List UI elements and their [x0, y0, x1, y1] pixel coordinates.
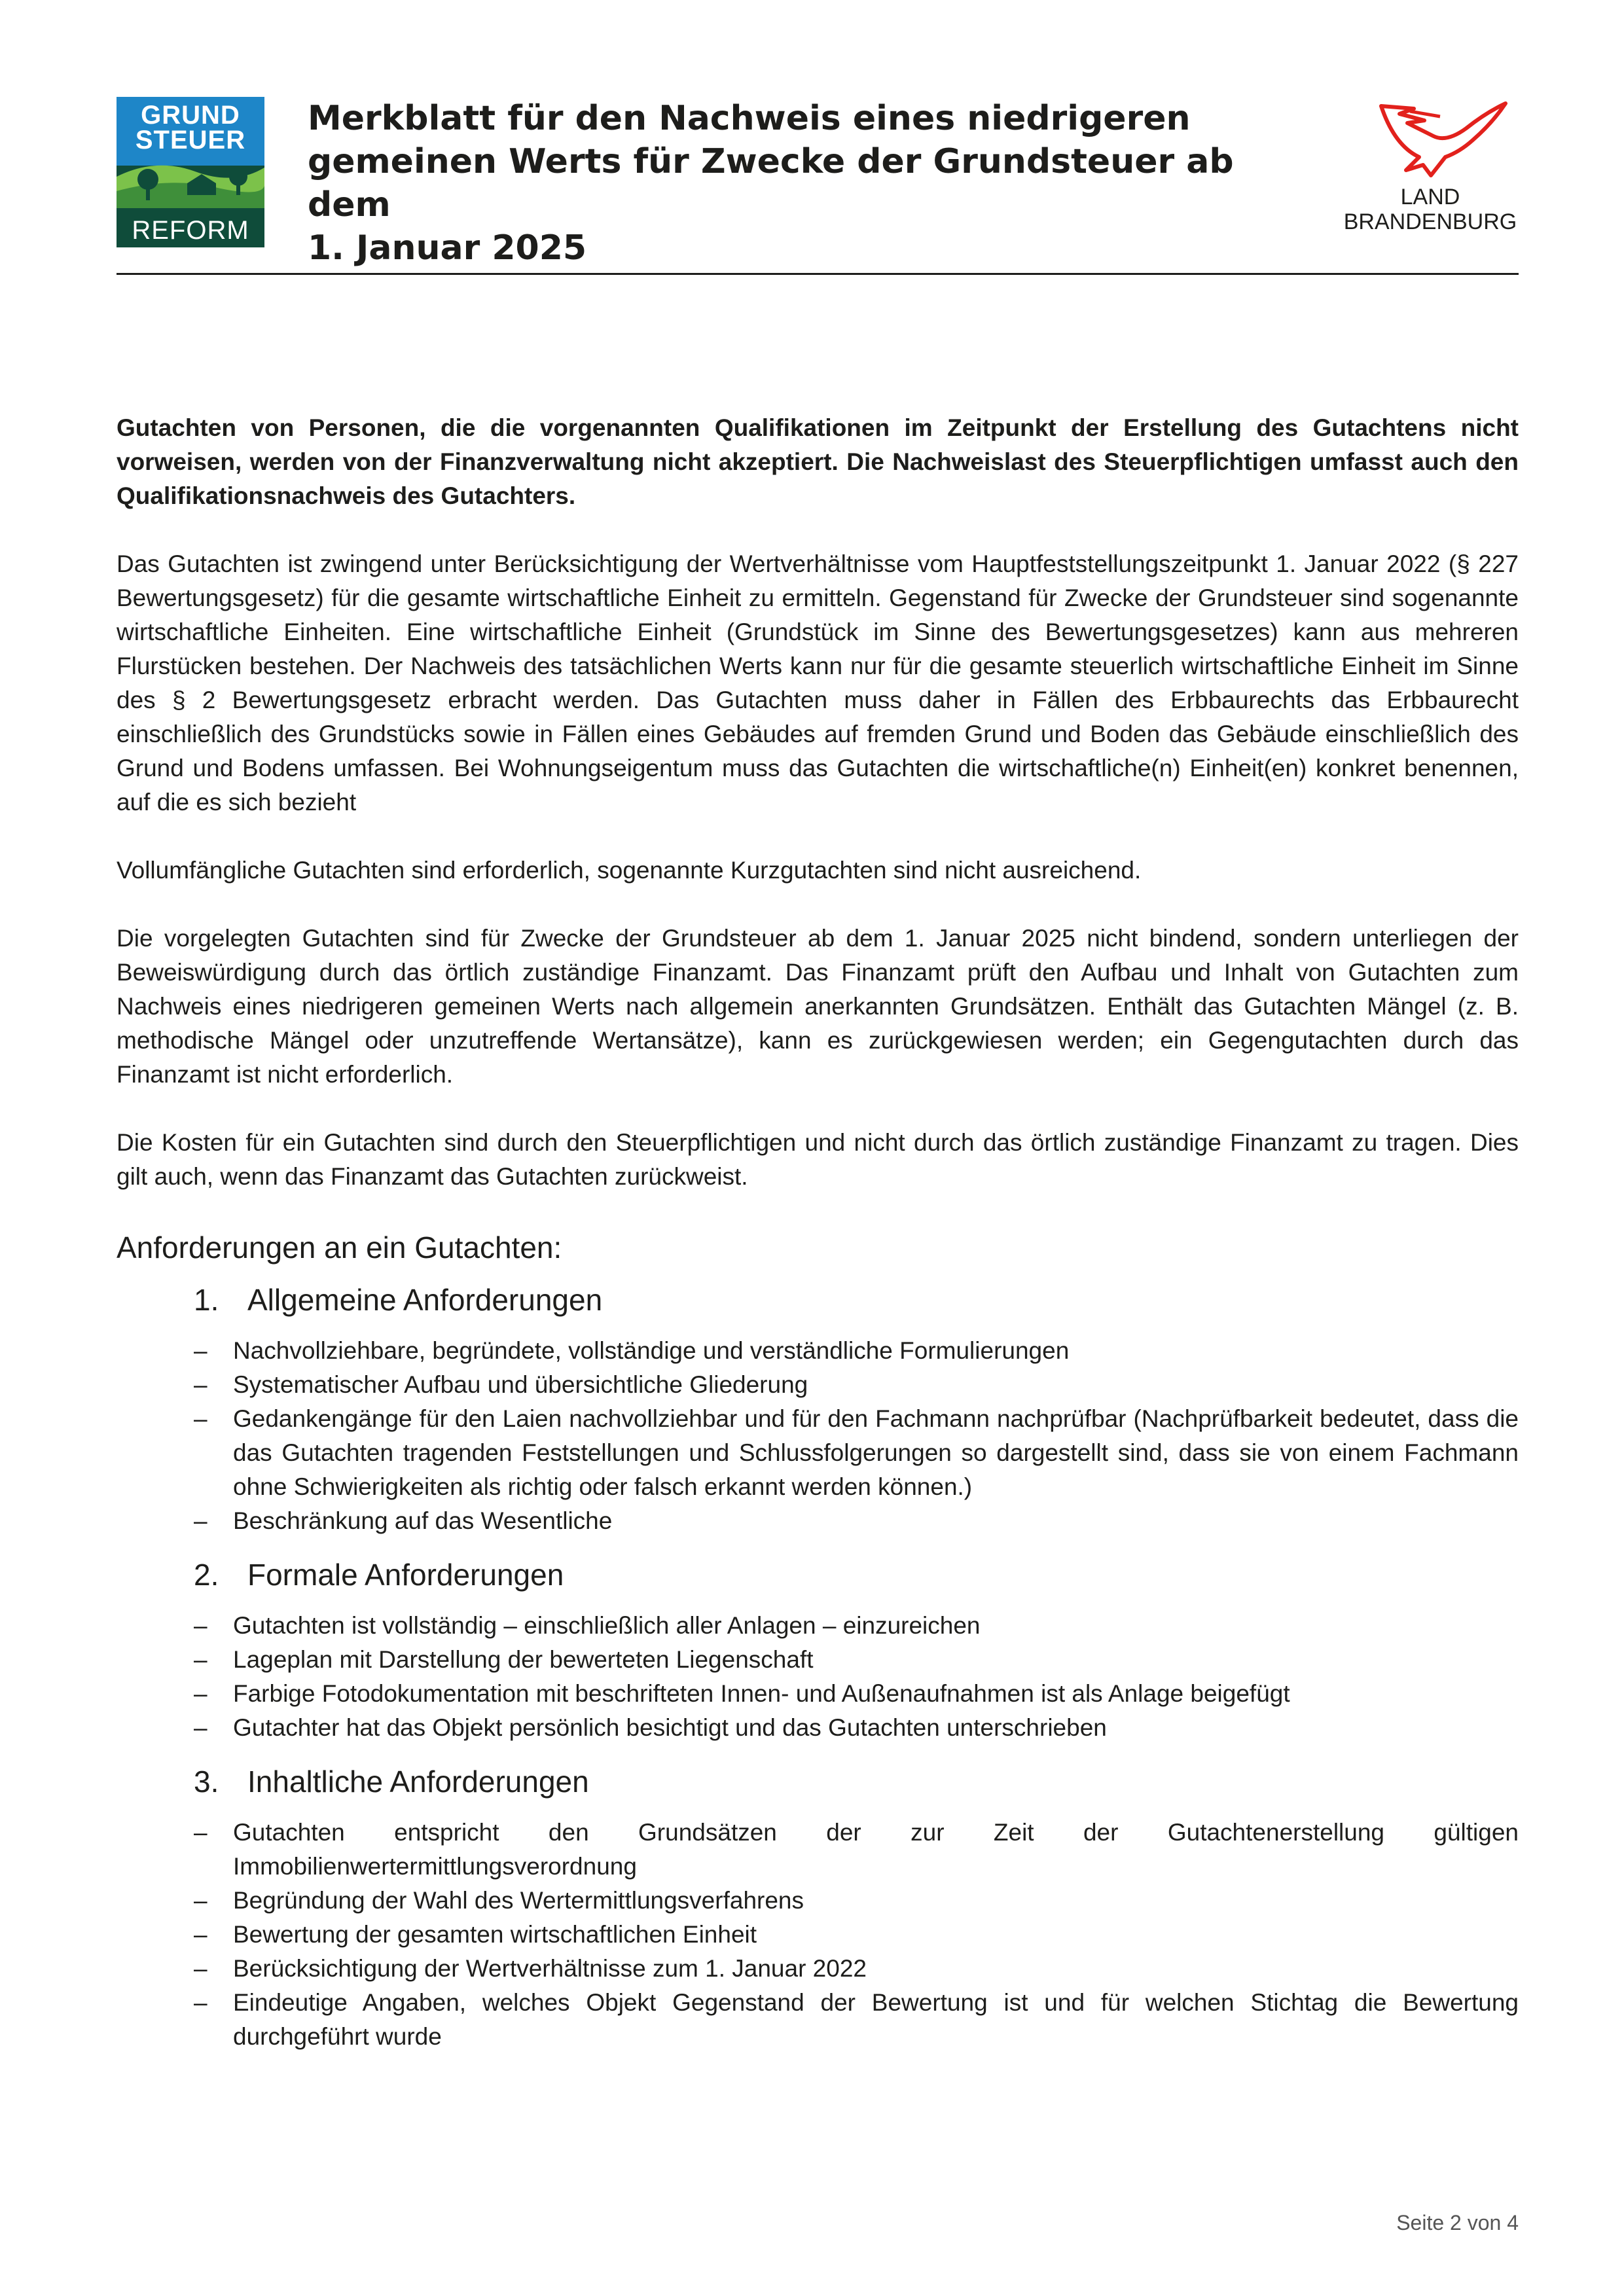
list-item-text: Gutachten entspricht den Grundsätzen der zur Zeit der Gutachtenerstellung gültigen Immobilienwertermittlungsverordnung: [233, 1819, 1519, 1880]
grundsteuer-reform-logo: [117, 97, 264, 247]
list-item-text: Lageplan mit Darstellung der bewerteten Liegenschaft: [233, 1646, 814, 1673]
dash-bullet: –: [194, 1680, 208, 1707]
list-item: [117, 1504, 1519, 1538]
list-item-text: Begründung der Wahl des Wertermittlungsverfahrens: [233, 1887, 804, 1914]
list-item: [117, 1677, 1519, 1711]
document-header: [117, 97, 1519, 274]
list-item-text: Beschränkung auf das Wesentliche: [233, 1507, 613, 1534]
title-line-3: 1. Januar 2025: [308, 228, 587, 268]
logo-word-steuer: STEUER: [135, 126, 246, 154]
logo-word-grund: GRUND: [141, 101, 240, 130]
list-item-text: Gutachter hat das Objekt persönlich besichtigt und das Gutachten unterschrieben: [233, 1714, 1107, 1741]
section-heading-formale: [117, 1555, 1519, 1594]
requirements-heading: Anforderungen an ein Gutachten:: [117, 1230, 562, 1265]
document-title: [308, 97, 1257, 270]
dash-bullet: –: [194, 1371, 208, 1398]
list-item: [117, 1368, 1519, 1402]
header-divider: [117, 273, 1519, 275]
list-item: [117, 1884, 1519, 1918]
list-item-text: Berücksichtigung der Wertverhältnisse zum 1. Januar 2022: [233, 1955, 867, 1982]
dash-bullet: –: [194, 1714, 208, 1741]
paragraph-vollumfaengliche-gutachten: Vollumfängliche Gutachten sind erforderlich, sogenannte Kurzgutachten sind nicht ausreichend.: [117, 857, 1142, 884]
list-formale-anforderungen: [117, 1609, 1519, 1745]
list-inhaltliche-anforderungen: [117, 1816, 1519, 2054]
list-item: [117, 1918, 1519, 1952]
dash-bullet: –: [194, 1955, 208, 1982]
section-title: Allgemeine Anforderungen: [247, 1283, 603, 1317]
dash-bullet: –: [194, 1612, 208, 1639]
list-item-text: Nachvollziehbare, begründete, vollständige und verständliche Formulierungen: [233, 1337, 1070, 1364]
paragraph-kosten: Die Kosten für ein Gutachten sind durch den Steuerpflichtigen und nicht durch das örtlich zuständige Finanzamt zu tragen. Dies gilt auch, wenn das Finanzamt das Gutachten zurückweist.: [117, 1129, 1519, 1190]
paragraph-beweiswuerdigung: Die vorgelegten Gutachten sind für Zwecke der Grundsteuer ab dem 1. Januar 2025 nicht bindend, sondern unterliegen der Beweiswürdigung durch das örtlich zuständige Finanzamt. Das Finanzamt prüft den Aufbau und Inhalt von Gutachten zum Nachweis eines niedrigeren gemeinen Werts nach allgemein anerkannten Grundsätzen. Enthält das Gutachten Mängel (z. B. methodische Mängel oder unzutreffende Wertansätze), kann es zurückgewiesen werden; ein Gegengutachten durch das Finanzamt ist nicht erforderlich.: [117, 925, 1519, 1088]
list-item-text: Gedankengänge für den Laien nachvollziehbar und für den Fachmann nachprüfbar (Nachprüfbarkeit bedeutet, dass die das Gutachten tragenden Feststellungen und Schlussfolgerungen so dargestellt sind, dass sie von einem Fachmann ohne Schwierigkeiten als richtig oder falsch erkannt werden können.): [233, 1405, 1519, 1500]
list-item: [117, 1816, 1519, 1884]
list-item-text: Bewertung der gesamten wirtschaftlichen Einheit: [233, 1921, 757, 1948]
list-item-text: Systematischer Aufbau und übersichtliche Gliederung: [233, 1371, 808, 1398]
section-number: 2.: [194, 1558, 219, 1592]
logo-land-text: [1342, 185, 1519, 234]
dash-bullet: –: [194, 1819, 208, 1846]
list-item: [117, 1402, 1519, 1504]
logo-word-land: LAND: [1400, 185, 1460, 209]
section-number: 3.: [194, 1765, 219, 1799]
section-number: 1.: [194, 1283, 219, 1317]
dash-bullet: –: [194, 1405, 208, 1432]
logo-word-brandenburg: BRANDENBURG: [1343, 209, 1517, 234]
list-item-text: Eindeutige Angaben, welches Objekt Gegenstand der Bewertung ist und für welchen Stichtag die Bewertung durchgeführt wurde: [233, 1989, 1519, 2050]
dash-bullet: –: [194, 1887, 208, 1914]
dash-bullet: –: [194, 1921, 208, 1948]
list-item: [117, 1643, 1519, 1677]
dash-bullet: –: [194, 1337, 208, 1364]
intro-paragraph: Gutachten von Personen, die die vorgenannten Qualifikationen im Zeitpunkt der Erstellung des Gutachtens nicht vorweisen, werden von der Finanzverwaltung nicht akzeptiert. Die Nachweislast des Steuerpflichtigen umfasst auch den Qualifikationsnachweis des Gutachters.: [117, 414, 1519, 509]
list-item: [117, 1334, 1519, 1368]
list-item: [117, 1986, 1519, 2054]
list-item: [117, 1711, 1519, 1745]
section-title: Formale Anforderungen: [247, 1558, 564, 1592]
section-heading-inhaltliche: [117, 1762, 1519, 1801]
dash-bullet: –: [194, 1646, 208, 1673]
land-brandenburg-logo: [1342, 97, 1519, 241]
document-body: [117, 411, 1519, 2071]
paragraph-wirtschaftliche-einheit: Das Gutachten ist zwingend unter Berücksichtigung der Wertverhältnisse vom Hauptfeststellungszeitpunkt 1. Januar 2022 (§ 227 Bewertungsgesetz) für die gesamte wirtschaftliche Einheit zu ermitteln. Gegenstand für Zwecke der Grundsteuer sind sogenannte wirtschaftliche Einheiten. Eine wirtschaftliche Einheit (Grundstück im Sinne des Bewertungsgesetzes) kann aus mehreren Flurstücken bestehen. Der Nachweis des tatsächlichen Werts kann nur für die gesamte steuerlich wirtschaftliche Einheit im Sinne des § 2 Bewertungsgesetz erbracht werden. Das Gutachten muss daher in Fällen des Erbbaurechts das Erbbaurecht einschließlich des Grundstücks sowie in Fällen eines Gebäudes auf fremden Grund und Boden das Gebäude einschließlich des Grund und Bodens umfassen. Bei Wohnungseigentum muss das Gutachten die wirtschaftliche(n) Einheit(en) konkret benennen, auf die es sich bezieht: [117, 550, 1519, 816]
logo-word-reform: REFORM: [117, 213, 264, 247]
title-line-2: gemeinen Werts für Zwecke der Grundsteuer ab dem: [308, 142, 1234, 224]
section-title: Inhaltliche Anforderungen: [247, 1765, 589, 1799]
list-item: [117, 1609, 1519, 1643]
list-allgemeine-anforderungen: [117, 1334, 1519, 1538]
title-line-1: Merkblatt für den Nachweis eines niedrigeren: [308, 99, 1191, 138]
section-heading-allgemeine: [117, 1280, 1519, 1319]
brandenburg-eagle-icon: [1368, 97, 1512, 182]
list-item: [117, 1952, 1519, 1986]
dash-bullet: –: [194, 1507, 208, 1534]
logo-landscape-icon: [117, 157, 264, 208]
list-item-text: Farbige Fotodokumentation mit beschrifteten Innen- und Außenaufnahmen ist als Anlage beigefügt: [233, 1680, 1290, 1707]
page-number: Seite 2 von 4: [1396, 2211, 1519, 2234]
dash-bullet: –: [194, 1989, 208, 2016]
list-item-text: Gutachten ist vollständig – einschließlich aller Anlagen – einzureichen: [233, 1612, 981, 1639]
